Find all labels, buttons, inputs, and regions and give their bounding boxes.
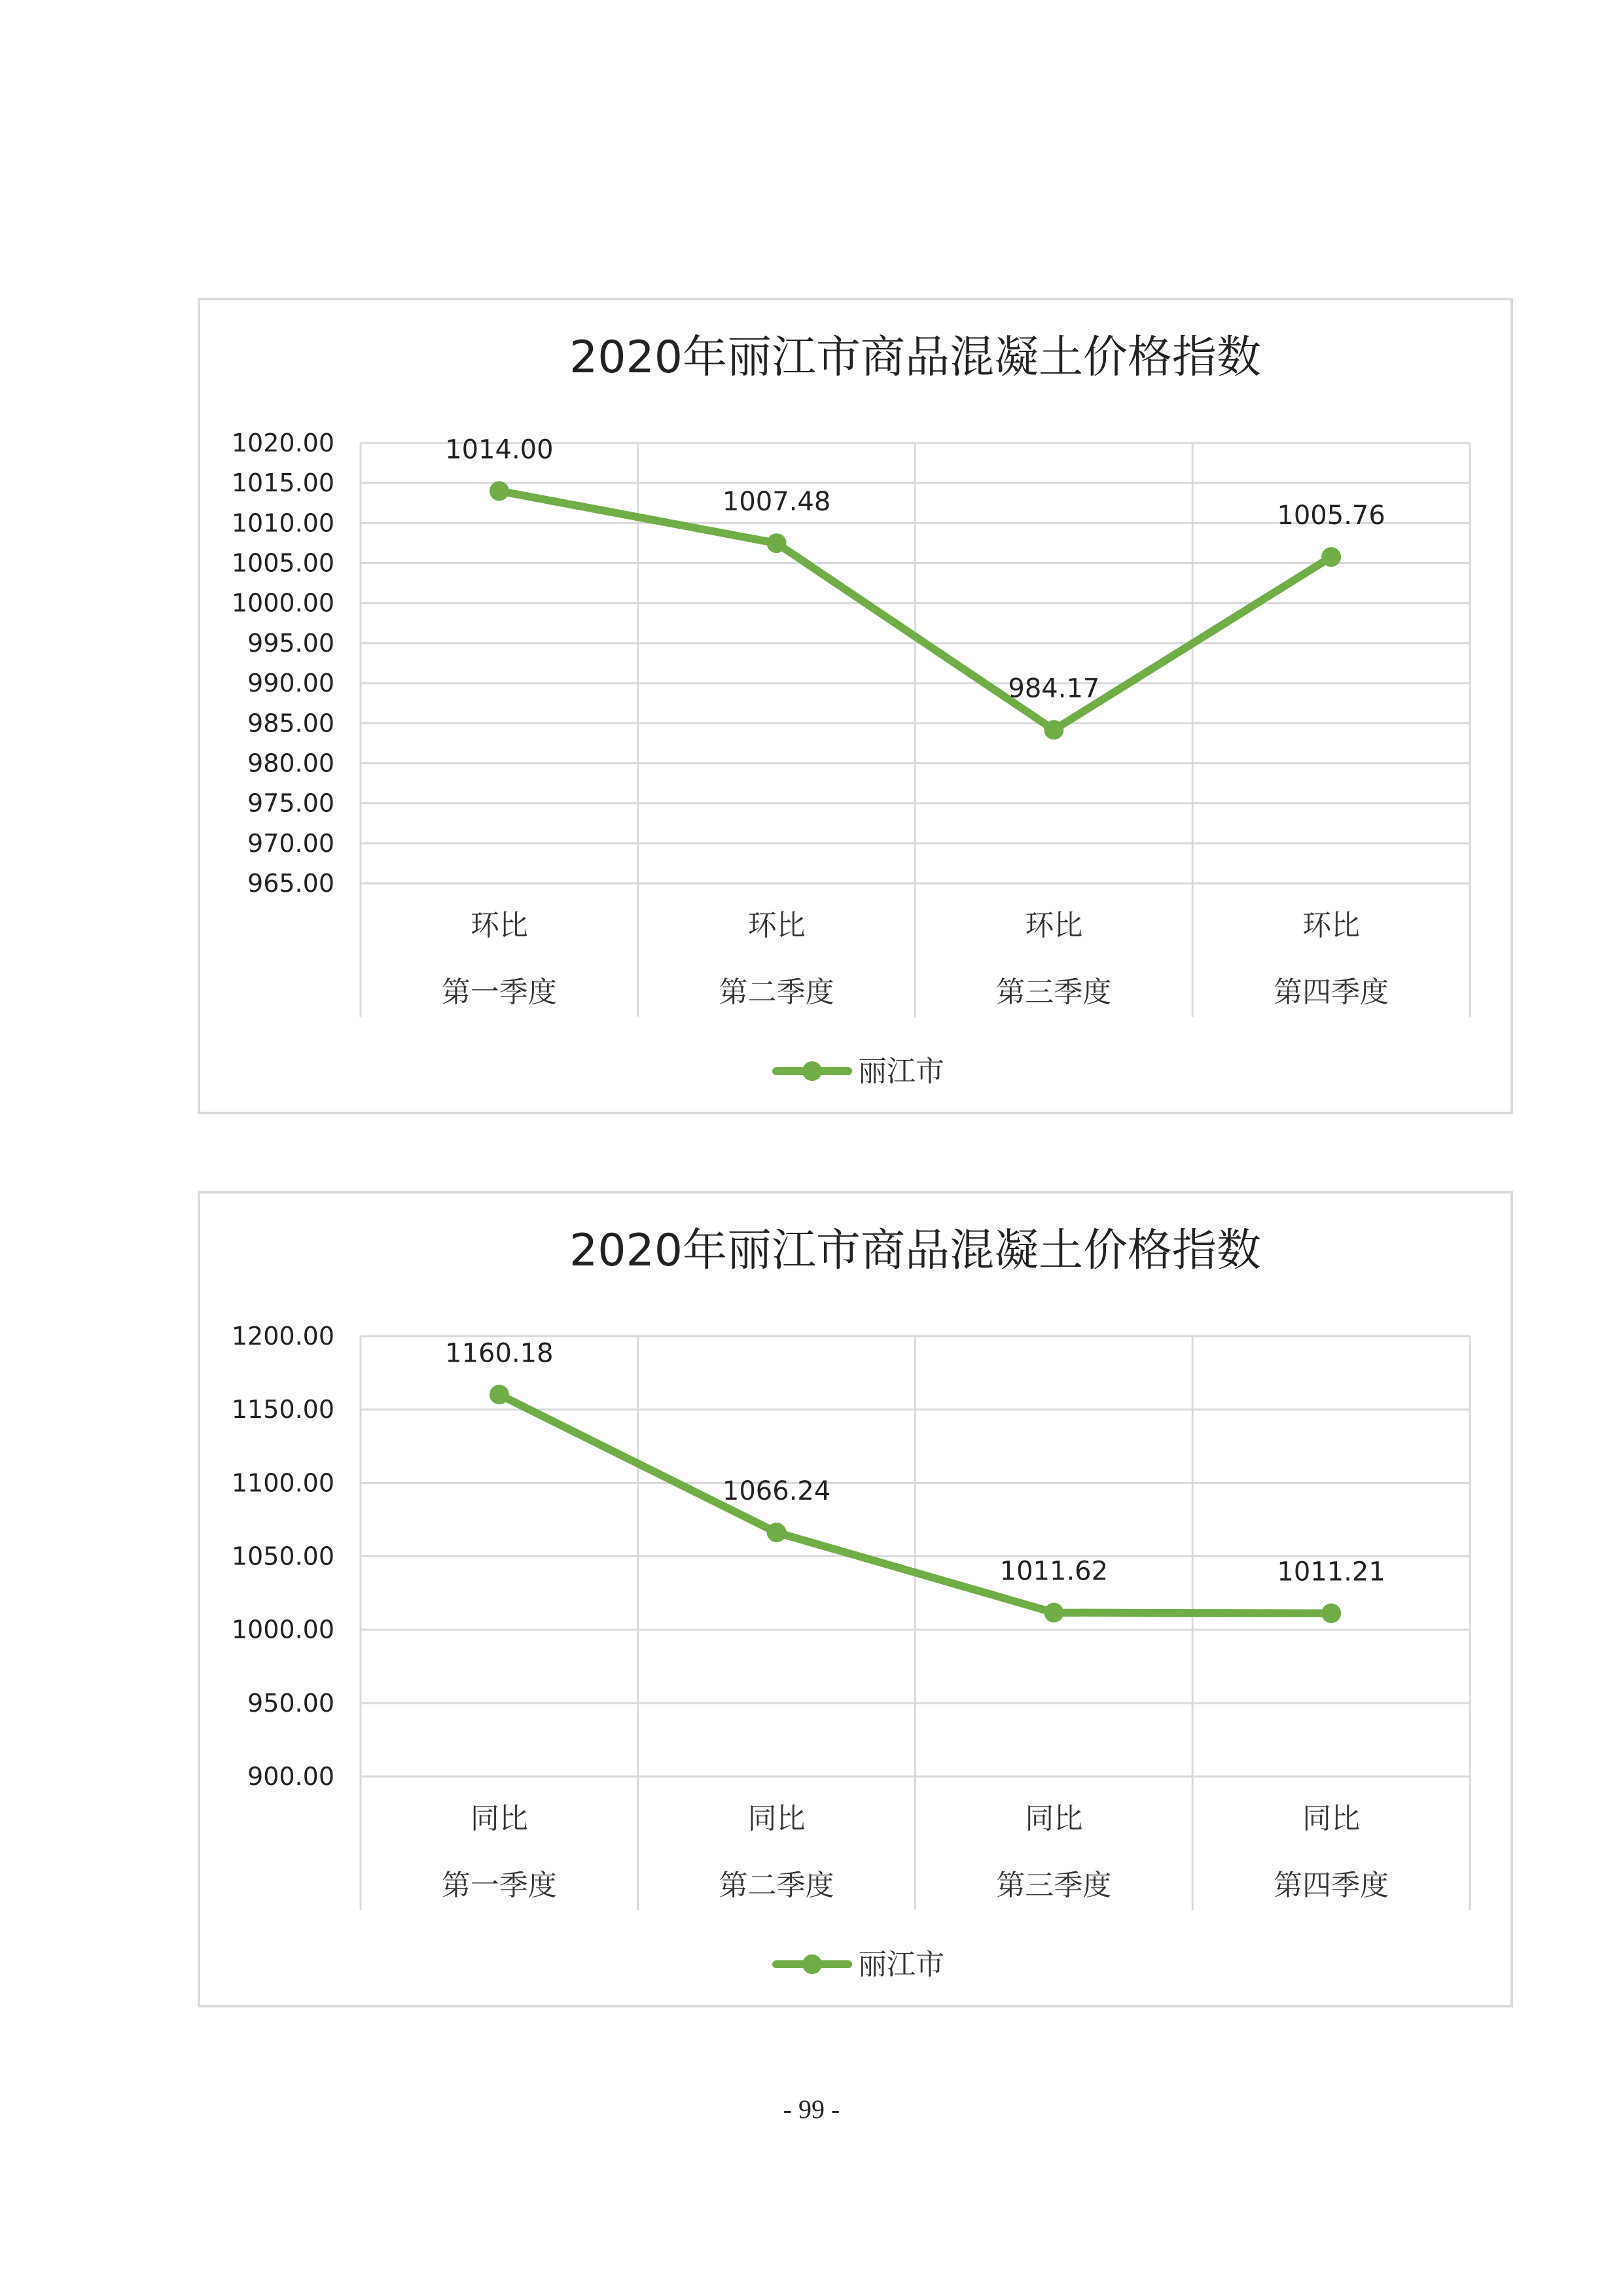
y-tick-label: 900.00 [247,1762,334,1791]
chart-panel-month-on-month [198,298,1513,1114]
legend-label: 丽江市 [858,1948,944,1981]
y-tick-label: 980.00 [247,749,334,778]
line-chart-year-on-year [200,1193,1516,2010]
y-tick-label: 1010.00 [231,508,334,538]
data-label: 1005.76 [1277,501,1385,531]
legend-marker [802,1954,822,1974]
y-tick-label: 965.00 [247,869,334,898]
x-category-label-top: 环比 [470,909,528,942]
page-number-value: 99 [798,2094,825,2124]
y-tick-label: 995.00 [247,628,334,658]
x-category-label-bottom: 第一季度 [441,1869,557,1902]
x-category-label-top: 环比 [1302,909,1361,942]
data-label: 1160.18 [445,1338,554,1369]
x-category-label-top: 同比 [1025,1802,1083,1835]
chart-title: 2020年丽江市商品混凝土价格指数 [569,1225,1262,1277]
x-category-label-top: 环比 [747,909,806,942]
y-tick-label: 970.00 [247,828,334,858]
y-tick-label: 1200.00 [231,1322,334,1351]
x-category-label-top: 同比 [747,1802,806,1835]
x-category-label-top: 环比 [1025,909,1083,942]
data-point [767,533,787,553]
data-point [767,1523,787,1542]
data-label: 1014.00 [445,434,554,465]
data-point [1044,720,1063,739]
data-label: 1007.48 [722,487,831,518]
page-number [0,2094,1623,2125]
x-category-label-top: 同比 [1302,1802,1361,1835]
data-label: 984.17 [1008,673,1100,704]
y-tick-label: 1000.00 [231,1615,334,1644]
x-category-label-bottom: 第四季度 [1274,976,1389,1009]
data-point [1321,1604,1341,1623]
legend-label: 丽江市 [858,1055,944,1088]
y-tick-label: 985.00 [247,709,334,738]
x-category-label-bottom: 第二季度 [719,1869,834,1902]
line-chart-month-on-month [200,300,1516,1117]
x-category-label-bottom: 第二季度 [719,976,834,1009]
y-tick-label: 1150.00 [231,1395,334,1424]
page-number-dash-right: - [831,2094,840,2124]
page-number-dash-left: - [783,2094,792,2124]
x-category-label-bottom: 第三季度 [996,1869,1112,1902]
data-label: 1011.62 [999,1556,1109,1587]
x-category-label-bottom: 第一季度 [441,976,557,1009]
data-point [1044,1603,1063,1623]
y-tick-label: 975.00 [247,788,334,818]
x-category-label-bottom: 第四季度 [1274,1869,1389,1902]
y-tick-label: 1020.00 [231,429,334,457]
y-tick-label: 990.00 [247,669,334,698]
y-tick-label: 1050.00 [231,1542,334,1571]
y-tick-label: 1100.00 [231,1468,334,1498]
chart-title: 2020年丽江市商品混凝土价格指数 [569,332,1262,383]
data-label: 1011.21 [1277,1557,1385,1587]
y-tick-label: 1015.00 [231,468,334,498]
data-point [490,481,509,501]
data-point [490,1385,509,1404]
x-category-label-bottom: 第三季度 [996,976,1112,1009]
y-tick-label: 1000.00 [231,588,334,618]
x-category-label-top: 同比 [470,1802,528,1835]
y-tick-label: 950.00 [247,1688,334,1718]
legend-marker [802,1061,822,1081]
chart-panel-year-on-year [198,1191,1513,2007]
data-label: 1066.24 [722,1476,831,1507]
data-point [1321,547,1341,567]
y-tick-label: 1005.00 [231,548,334,578]
